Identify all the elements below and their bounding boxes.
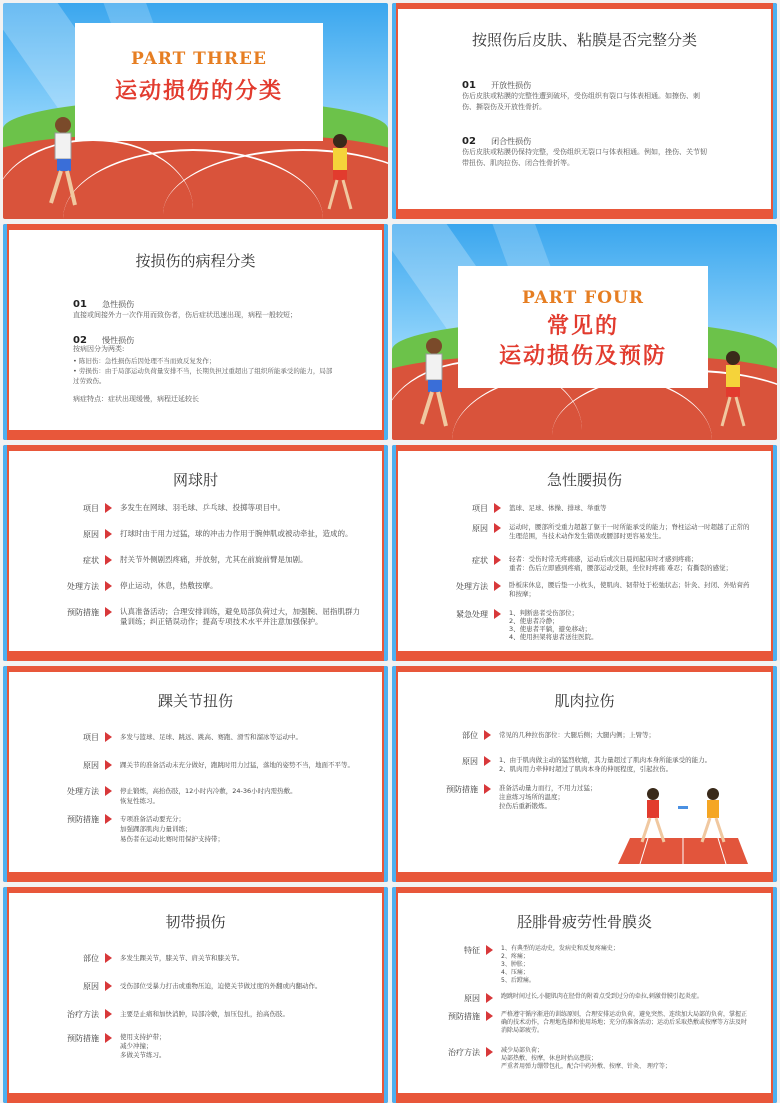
slide-ligament-injury xyxy=(3,887,388,1103)
arrow-icon xyxy=(486,945,493,955)
row-value: 停止锻炼，高抬伤肢，12小时内冷敷，24-36小时内需热敷。 恢复性练习。 xyxy=(120,787,297,805)
cause-intro: 按病因分为两类: xyxy=(73,345,125,353)
info-row xyxy=(9,760,382,771)
row-value: 认真准备活动；合理安排训练，避免局部负荷过大，加强腕、屈指肌群力量训练；纠正错误动作；提高专项技术水平并注意加强保护。 xyxy=(120,607,360,626)
row-label: 原因 xyxy=(462,757,478,766)
info-row xyxy=(398,756,771,774)
arrow-icon xyxy=(486,1011,493,1021)
info-row xyxy=(9,503,382,514)
arrow-icon xyxy=(484,784,491,794)
info-row xyxy=(398,730,771,741)
row-value: 专项准备活动要充分； 加强踝部肌肉力量训练； 易伤者在运动比赛时用保护支持带； xyxy=(120,815,224,843)
arrow-icon xyxy=(105,981,112,991)
info-row xyxy=(9,981,382,992)
info-row xyxy=(9,786,382,806)
slide-title: 按损伤的病程分类 xyxy=(135,252,256,270)
section-02 xyxy=(462,129,531,148)
arrow-icon xyxy=(105,760,112,770)
slide-part-four xyxy=(392,224,777,440)
section-text: 伤后皮肤或粘膜仍保持完整，受伤组织无裂口与体表相通。例如，挫伤、关节韧带扭伤、肌肉拉伤、闭合性骨折等。 xyxy=(462,148,707,167)
part-label: PART FOUR xyxy=(522,288,644,308)
row-value: 1、由于肌肉做主动的猛烈收缩，其力量超过了肌肉本身所能承受的能力。 2、肌肉用力牵伸时超过了肌肉本身的伸展程度，引起拉伤。 xyxy=(499,756,712,773)
title-card xyxy=(458,266,708,388)
row-label: 项目 xyxy=(472,504,488,513)
row-value: 卧板床休息，腰后垫一小枕头，使肌肉、韧带处于松弛状态；针灸、封闭、外贴膏药和按摩； xyxy=(509,581,750,598)
row-value: 1、判断患者受伤部位； 2、使患者冷静； 3、使患者平躺，避免移动； 4、使用担架将患者送往医院。 xyxy=(509,609,598,641)
info-row xyxy=(398,1047,771,1071)
info-row xyxy=(398,609,771,641)
info-row xyxy=(398,523,771,541)
slide-title: 踝关节扭伤 xyxy=(157,692,233,710)
arrow-icon xyxy=(486,993,493,1003)
slide-open-closed-injury xyxy=(392,3,777,219)
frame-edge xyxy=(773,3,777,219)
arrow-icon xyxy=(105,503,112,513)
runner-girl-icon xyxy=(708,348,758,433)
section-heading: 慢性损伤 xyxy=(102,336,135,345)
arrow-icon xyxy=(494,523,501,533)
row-label: 项目 xyxy=(83,733,99,742)
frame-edge xyxy=(3,666,7,882)
row-value: 主要是止痛和加快消肿，局部冷敷，加压包扎，抬高伤肢。 xyxy=(120,1010,289,1018)
list-item: • 陈旧伤：急性损伤后因处理不当而致反复发作； xyxy=(73,357,216,365)
section-01 xyxy=(73,292,134,311)
arrow-icon xyxy=(105,555,112,565)
row-label: 原因 xyxy=(83,530,99,539)
arrow-icon xyxy=(105,814,112,824)
info-row xyxy=(398,555,771,573)
frame-edge xyxy=(392,666,396,882)
arrow-icon xyxy=(494,555,501,565)
section-01 xyxy=(462,73,531,92)
slide-tibial-periostitis xyxy=(392,887,777,1103)
frame-edge xyxy=(392,445,396,661)
arrow-icon xyxy=(494,503,501,513)
info-row xyxy=(9,529,382,540)
title-card xyxy=(75,23,323,141)
arrow-icon xyxy=(486,1047,493,1057)
row-value: 多发生踝关节，膝关节、肩关节和膝关节。 xyxy=(120,954,244,962)
info-row xyxy=(9,732,382,743)
slide-course-classification xyxy=(3,224,388,440)
section-title: 运动损伤的分类 xyxy=(114,79,283,104)
row-value: 打球时由于用力过猛，球的冲击力作用于腕伸肌或被动牵扯，造成的。 xyxy=(120,529,353,538)
runner-girl-icon xyxy=(315,131,365,216)
arrow-icon xyxy=(105,1033,112,1043)
slide-title: 韧带损伤 xyxy=(165,913,226,931)
slide-ankle-sprain xyxy=(3,666,388,882)
row-value: 1、有典型的运动史，发病史和反复疼痛史； 2、疼痛； 3、肿胀； 4、压痛； 5、后蹬痛。 xyxy=(501,945,619,984)
feature-text: 病症特点：症状出现缓慢，病程迁延较长 xyxy=(73,395,199,403)
frame-edge xyxy=(392,3,396,219)
section-number: 02 xyxy=(462,136,476,147)
section-heading: 闭合性损伤 xyxy=(491,137,532,146)
row-value: 使用支持护带； 减少冲撞； 多做关节练习。 xyxy=(120,1033,166,1059)
frame-edge xyxy=(384,445,388,661)
row-label: 预防措施 xyxy=(67,815,99,824)
row-value: 受伤部位受暴力打击或重物压迫，迫使关节做过度的外翻或内翻动作。 xyxy=(120,982,322,990)
list-item-text: 劳损伤：由于局部运动负荷量安排不当，长期负担过重超出了组织所能承受的能力，局部过劳致伤。 xyxy=(73,367,333,385)
row-label: 预防措施 xyxy=(448,1012,480,1021)
info-row xyxy=(9,1033,382,1060)
row-value: 多发与篮球、足球、跳远、跳高、赛跑、滑雪和溜冰等运动中。 xyxy=(120,733,302,741)
row-value: 跑跳时间过长,小腿肌肉在胫骨的附着点受到过分的牵拉,刺激骨膜引起炎症。 xyxy=(501,993,703,1000)
row-value: 常见的几种拉伤部位：大腿后侧；大腿内侧；上臂等； xyxy=(499,731,655,739)
frame-edge xyxy=(392,887,396,1103)
row-label: 预防措施 xyxy=(446,785,478,794)
slide-acute-lumbar-injury xyxy=(392,445,777,661)
row-value: 减少局部负荷； 局部热敷、按摩，休息时抬高患肢； 严重者用弹力绷带包扎，配合中药外敷、按摩、针灸、 理疗等； xyxy=(501,1047,671,1070)
frame-edge xyxy=(773,887,777,1103)
row-value: 肘关节外侧剧烈疼痛，并放射，尤其在前旋前臂是加剧。 xyxy=(120,555,308,564)
row-label: 治疗方法 xyxy=(448,1048,480,1057)
section-text: 伤后皮肤或粘膜的完整性遭到破坏，受伤组织有裂口与体表相通。如擦伤、刺伤、撕裂伤及开放性骨折。 xyxy=(462,92,700,111)
row-value: 运动时，腰部所受重力超越了躯干一时所能承受的能力；脊柱运动一时超越了正常的生理范围，当技术动作发生错误或腰部时更容易发生。 xyxy=(509,523,750,540)
frame-edge xyxy=(773,666,777,882)
list-item: • 劳损伤：由于局部运动负荷量安排不当，长期负担过重超出了组织所能承受的能力，局部过劳致伤。 xyxy=(73,367,333,385)
row-label: 项目 xyxy=(83,504,99,513)
bullet-list xyxy=(73,356,333,386)
info-row xyxy=(9,555,382,566)
slide-muscle-strain xyxy=(392,666,777,882)
row-label: 特征 xyxy=(464,946,480,955)
info-row xyxy=(398,1011,771,1035)
row-label: 处理方法 xyxy=(67,787,99,796)
arrow-icon xyxy=(105,607,112,617)
row-value: 准备活动量力而行，不用力过猛； 注意练习场所的温度； 拉伤后重新锻炼。 xyxy=(499,784,597,810)
arrow-icon xyxy=(484,756,491,766)
info-row xyxy=(9,1009,382,1020)
info-row xyxy=(398,581,771,599)
slide-tennis-elbow xyxy=(3,445,388,661)
frame-edge xyxy=(3,224,7,440)
arrow-icon xyxy=(105,529,112,539)
section-heading: 急性损伤 xyxy=(102,300,135,309)
frame-edge xyxy=(3,445,7,661)
section-heading: 开放性损伤 xyxy=(491,81,532,90)
row-label: 处理方法 xyxy=(456,582,488,591)
relay-runners-icon xyxy=(608,782,758,864)
section-number: 02 xyxy=(73,335,87,346)
row-label: 紧急处理 xyxy=(456,610,488,619)
row-label: 预防措施 xyxy=(67,1034,99,1043)
arrow-icon xyxy=(105,786,112,796)
info-row xyxy=(9,607,382,627)
info-row xyxy=(398,945,771,985)
row-value: 多发生在网球、羽毛球、乒乓球、投掷等项目中。 xyxy=(120,503,285,512)
section-number: 01 xyxy=(462,80,476,91)
section-title-line2: 运动损伤及预防 xyxy=(498,344,667,369)
arrow-icon xyxy=(494,581,501,591)
arrow-icon xyxy=(105,732,112,742)
info-row xyxy=(398,503,771,514)
row-label: 处理方法 xyxy=(67,582,99,591)
part-label: PART THREE xyxy=(131,49,267,69)
slide-title: 按照伤后皮肤、粘膜是否完整分类 xyxy=(471,31,697,49)
row-value: 踝关节的准备活动未充分做好，跑跳时用力过猛，落地的姿势不当，地面不平等。 xyxy=(120,761,354,769)
slide-title: 胫腓骨疲劳性骨膜炎 xyxy=(516,913,652,931)
row-label: 原因 xyxy=(83,761,99,770)
arrow-icon xyxy=(105,581,112,591)
row-label: 症状 xyxy=(83,556,99,565)
row-label: 症状 xyxy=(472,556,488,565)
arrow-icon xyxy=(105,953,112,963)
info-row xyxy=(9,953,382,964)
arrow-icon xyxy=(494,609,501,619)
slide-title: 网球肘 xyxy=(172,471,218,489)
row-label: 部位 xyxy=(462,731,478,740)
row-label: 治疗方法 xyxy=(67,1010,99,1019)
slide-title: 急性腰损伤 xyxy=(546,471,622,489)
info-row xyxy=(9,814,382,844)
row-value: 严格遵守循序渐进的训练原则，合理安排运动负荷，避免突然、连续加大局部的负荷，掌握正确的技术动作，合理地选择和使用场地；充分的准备活动；运动后采取热敷或按摩等方法及时消除局部疲劳。 xyxy=(501,1011,748,1034)
section-number: 01 xyxy=(73,299,87,310)
slide-title: 肌肉拉伤 xyxy=(554,692,615,710)
runner-boy-icon xyxy=(404,334,464,434)
row-value: 停止运动，休息，热敷按摩。 xyxy=(120,581,218,590)
info-row xyxy=(398,993,771,1004)
arrow-icon xyxy=(105,1009,112,1019)
frame-edge xyxy=(384,666,388,882)
list-item-text: 陈旧伤：急性损伤后因处理不当而致反复发作； xyxy=(78,357,216,365)
frame-edge xyxy=(384,224,388,440)
arrow-icon xyxy=(484,730,491,740)
row-label: 原因 xyxy=(464,994,480,1003)
row-label: 原因 xyxy=(83,982,99,991)
row-label: 部位 xyxy=(83,954,99,963)
row-value: 轻者：受伤时常无疼痛感，运动后或次日晨间起床时才感到疼痛； 重者：伤后立即感到疼痛，腰部运动受限，坐位时疼痛 难忍；有撕裂的感觉； xyxy=(509,555,733,572)
frame-edge xyxy=(384,887,388,1103)
section-title-line1: 常见的 xyxy=(546,314,619,339)
info-row xyxy=(9,581,382,592)
row-label: 预防措施 xyxy=(67,608,99,617)
slide-part-three xyxy=(3,3,388,219)
section-text: 直接或间接外力一次作用而致伤者，伤后症状迅速出现，病程一般较短； xyxy=(73,311,297,319)
row-value: 篮球、足球、体操、排球、举重等 xyxy=(509,504,607,512)
frame-edge xyxy=(3,887,7,1103)
row-label: 原因 xyxy=(472,524,488,533)
frame-edge xyxy=(773,445,777,661)
